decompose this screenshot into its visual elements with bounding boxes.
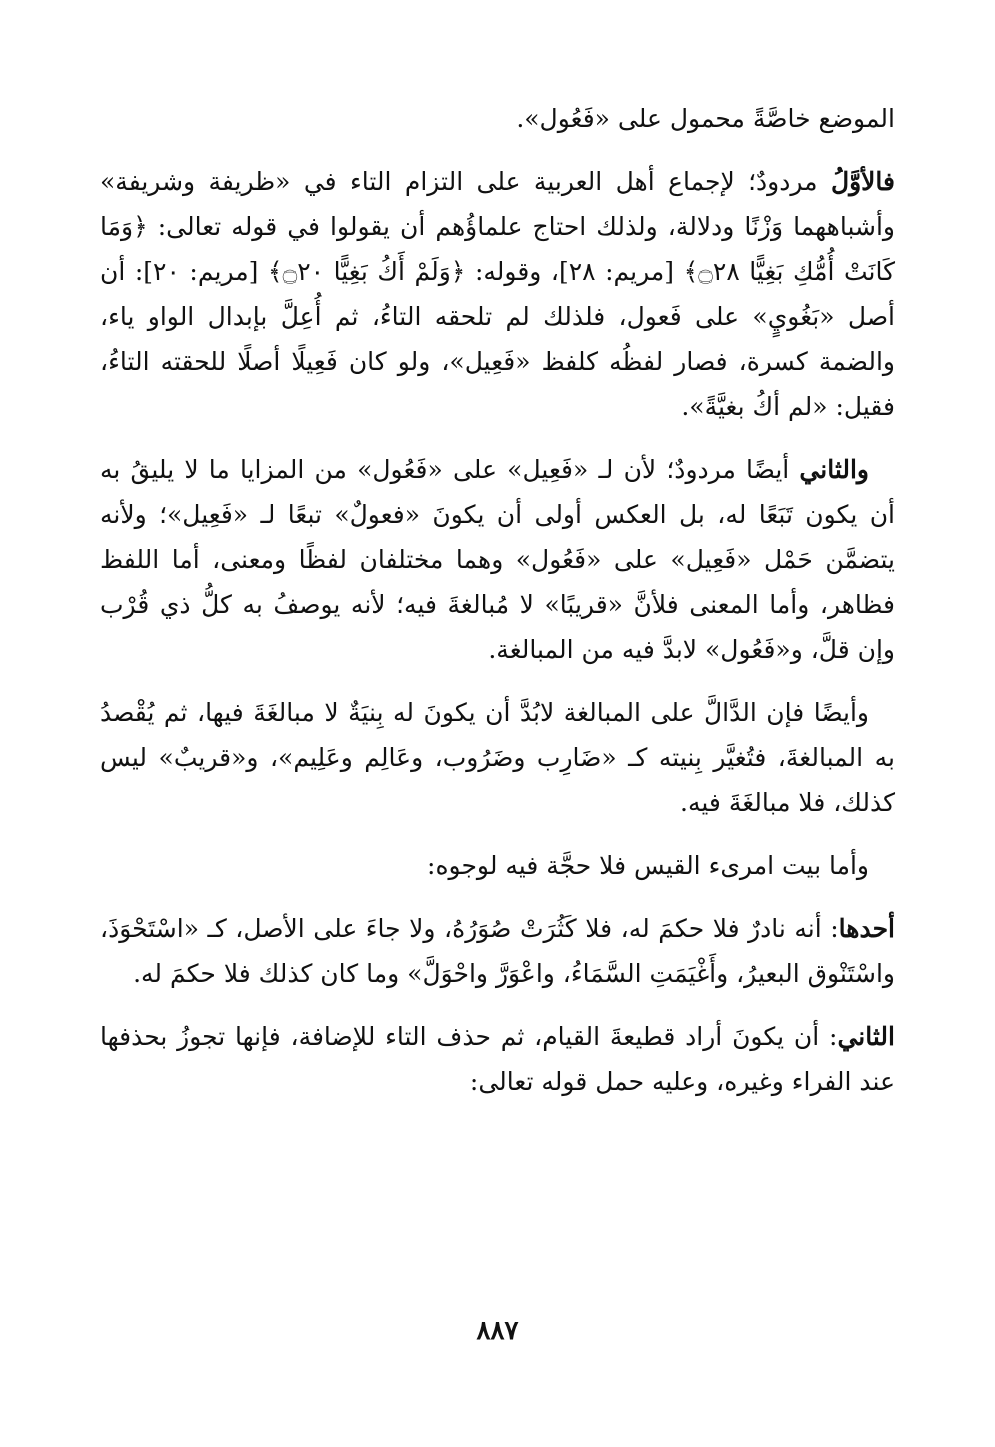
paragraph-text: أيضًا مردودٌ؛ لأن لـ «فَعِيل» على «فَعُول» من المزايا ما لا يليقُ به أن يكون تَبَعًا له، بل العكس أولى أن يكونَ «فعولٌ» تبعًا لـ «فَعِيل»؛ ولأنه يتضمَّن حَمْل «فَعِيل» على «فَعُول» وهما مختلفان لفظًا ومعنى، أما اللفظ فظاهر، وأما المعنى فلأنَّ «قريبًا» لا مُبالغةَ فيه؛ لأنه يوصفُ به كلُّ ذي قُرْب وإن قلَّ، و«فَعُول» لابدَّ فيه من المبالغة. [100,455,895,664]
paragraph-reason-one [100,906,895,996]
paragraph-text: وأما بيت امرىء القيس فلا حجَّة فيه لوجوه: [427,851,869,880]
paragraph-text: : أنه نادرٌ فلا حكمَ له، فلا كَثُرَتْ صُوَرُهُ، ولا جاءَ على الأصل، كـ «اسْتَحْوَذَ، واسْتَنْوق البعيرُ، وأَغْيَمَتِ السَّمَاءُ، واعْوَرَّ واحْوَلَّ» وما كان كذلك فلا حكمَ له. [100,914,895,988]
paragraph-reason-two [100,1014,895,1104]
page-body [100,96,895,1122]
paragraph-lead: الثاني [837,1022,895,1051]
paragraph-first-rebuttal [100,159,895,429]
paragraph-imru-al-qays [100,843,895,888]
paragraph-text: وأيضًا فإن الدَّالَّ على المبالغة لابُدَّ أن يكونَ له بِنيَةٌ لا مبالغَةَ فيها، ثم يُقْصدُ به المبالغةَ، فتُغيَّر بِنيته كـ «ضَارِب وضَرُوب، وعَالِم وعَلِيم»، و«قريبٌ» ليس كذلك، فلا مبالغَةَ فيه. [100,698,895,817]
paragraph-text: مردودٌ؛ لإجماع أهل العربية على التزام التاء في «ظريفة وشريفة» وأشباههما وَزْنًا ودلالة، ولذلك احتاج علماؤُهم أن يقولوا في قوله تعالى: ﴿وَمَا كَانَتْ أُمُّكِ بَغِيًّا ۝٢٨﴾ [مريم: ٢٨]، وقوله: ﴿وَلَمْ أَكُ بَغِيًّا ۝٢٠﴾ [مريم: ٢٠]: أن أصل «بَغُويٍ» على فَعول، فلذلك لم تلحقه التاءُ، ثم أُعِلَّ بإبدال الواو ياء، والضمة كسرة، فصار لفظُه كلفظ «فَعِيل»، ولو كان فَعِيلًا أصلًا للحقته التاءُ، فقيل: «لم أكُ بغيَّةً». [100,167,895,421]
paragraph-text: : أن يكونَ أراد قطيعةَ القيام، ثم حذف التاء للإضافة، فإنها تجوزُ بحذفها عند الفراء وغيره، وعليه حمل قوله تعالى: [100,1022,895,1096]
paragraph-opening [100,96,895,141]
paragraph-lead: فالأوَّلُ [830,167,895,196]
page-number: ٨٨٧ [476,1316,519,1346]
paragraph-lead: أحدها [838,914,895,943]
paragraph-mubalagha [100,690,895,825]
paragraph-text: الموضع خاصَّةً محمول على «فَعُول». [516,104,895,133]
paragraph-lead: والثاني [799,455,869,484]
paragraph-second-rebuttal [100,447,895,672]
